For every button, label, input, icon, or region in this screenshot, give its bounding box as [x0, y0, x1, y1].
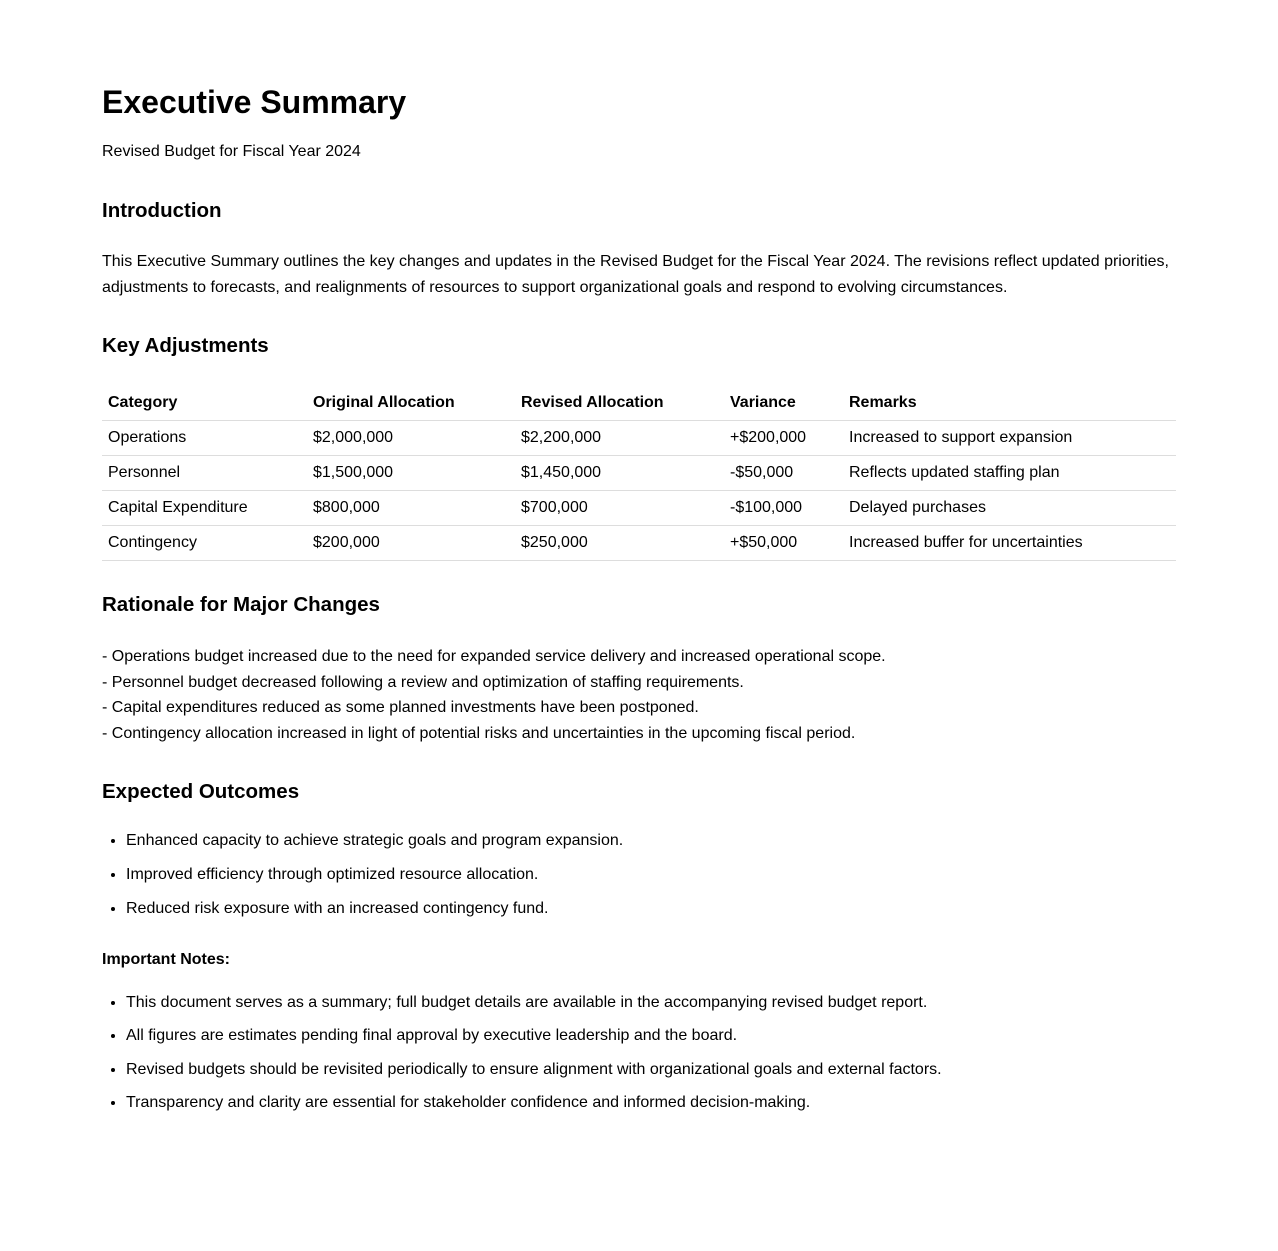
list-item: • This document serves as a summary; full budget details are available in the accompanying revised budget report. — [126, 993, 1176, 1013]
table-header-row — [102, 385, 1176, 421]
cell-variance: +$200,000 — [724, 421, 843, 456]
list-item: • Revised budgets should be revisited periodically to ensure alignment with organizational goals and external factors. — [126, 1060, 1176, 1080]
list-item: • Enhanced capacity to achieve strategic goals and program expansion. — [126, 831, 1176, 851]
list-item: • Transparency and clarity are essential for stakeholder confidence and informed decision-making. — [126, 1093, 1176, 1113]
adjustments-table — [102, 385, 1176, 561]
list-item: • Improved efficiency through optimized resource allocation. — [126, 865, 1176, 885]
cell-remarks: Reflects updated staffing plan — [843, 456, 1176, 491]
cell-original-allocation: $1,500,000 — [307, 456, 515, 491]
cell-remarks: Increased buffer for uncertainties — [843, 526, 1176, 561]
cell-remarks: Increased to support expansion — [843, 421, 1176, 456]
list-item: • All figures are estimates pending final approval by executive leadership and the board. — [126, 1026, 1176, 1046]
cell-revised-allocation: $700,000 — [515, 491, 724, 526]
table-row — [102, 526, 1176, 561]
cell-category: Capital Expenditure — [102, 491, 307, 526]
expected-outcomes-heading: Expected Outcomes — [102, 779, 300, 803]
cell-revised-allocation: $250,000 — [515, 526, 724, 561]
cell-original-allocation: $2,000,000 — [307, 421, 515, 456]
cell-variance: -$50,000 — [724, 456, 843, 491]
column-header-variance: Variance — [724, 385, 843, 421]
column-header-original-allocation: Original Allocation — [307, 385, 515, 421]
introduction-heading: Introduction — [102, 199, 222, 222]
rationale-line: - Capital expenditures reduced as some planned investments have been postponed. — [102, 699, 699, 717]
cell-revised-allocation: $2,200,000 — [515, 421, 724, 456]
cell-variance: +$50,000 — [724, 526, 843, 561]
outcomes-list — [102, 831, 1176, 919]
rationale-heading: Rationale for Major Changes — [102, 593, 380, 616]
notes-list — [102, 993, 1176, 1114]
cell-original-allocation: $200,000 — [307, 526, 515, 561]
column-header-remarks: Remarks — [843, 385, 1176, 421]
cell-category: Contingency — [102, 526, 307, 561]
important-notes-heading: Important Notes: — [102, 950, 230, 968]
list-item: • Reduced risk exposure with an increased contingency fund. — [126, 899, 1176, 919]
cell-variance: -$100,000 — [724, 491, 843, 526]
cell-category: Operations — [102, 421, 307, 456]
rationale-line: - Operations budget increased due to the need for expanded service delivery and increased operational scope. — [102, 648, 886, 665]
rationale-text — [102, 644, 1176, 747]
cell-original-allocation: $800,000 — [307, 491, 515, 526]
column-header-category: Category — [102, 385, 307, 421]
key-adjustments-heading: Key Adjustments — [102, 334, 269, 357]
table-row — [102, 421, 1176, 456]
cell-category: Personnel — [102, 456, 307, 491]
table-row — [102, 456, 1176, 491]
cell-remarks: Delayed purchases — [843, 491, 1176, 526]
introduction-text: This Executive Summary outlines the key changes and updates in the Revised Budget for the Fiscal Year 2024. The revisions reflect updated priorities, adjustments to forecasts, and realignments of resources to support organizational goals and respond to evolving circumstances. — [102, 253, 1169, 296]
cell-revised-allocation: $1,450,000 — [515, 456, 724, 491]
page-subtitle: Revised Budget for Fiscal Year 2024 — [102, 143, 361, 160]
page-title: Executive Summary — [102, 84, 407, 120]
rationale-line: - Contingency allocation increased in light of potential risks and uncertainties in the upcoming fiscal period. — [102, 725, 856, 743]
table-row — [102, 491, 1176, 526]
column-header-revised-allocation: Revised Allocation — [515, 385, 724, 421]
rationale-line: - Personnel budget decreased following a review and optimization of staffing requirements. — [102, 673, 744, 691]
